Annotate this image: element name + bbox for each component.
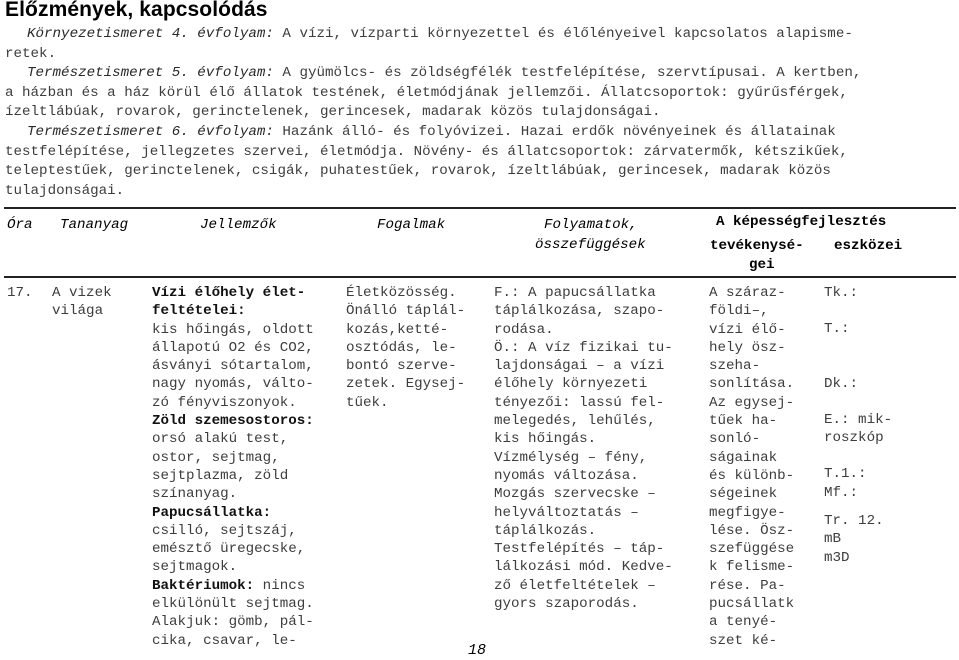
row-ora: 17. (7, 285, 33, 301)
jellemzok-line (152, 430, 314, 448)
eszkoz-mf: Mf.: (824, 484, 859, 501)
row-eszkozei (824, 284, 892, 567)
tevekenysegei-line: szefüggése (709, 541, 795, 558)
tevekenysegei-line: Az egysej- (709, 394, 795, 411)
tevekenysegei-line: vízi élő- (709, 321, 786, 338)
jellemzok-line (152, 595, 314, 613)
jellemzok-text: zó fényviszonyok. (152, 394, 297, 411)
grade6-text-cont-1: testfelépítése, jellegzetes szervei, életmódja. Növény- és állatcsoportok: zárvatermők, kétszikűek, (5, 143, 848, 160)
row-tevekenysegei (709, 284, 794, 650)
folyamatok-line: lálkozási mód. Kedve- (494, 559, 673, 576)
jellemzok-line (152, 558, 314, 576)
grade5-text-cont-1: a házban és a ház körül élő állatok testének, életmódjának jellemzői. Állatcsoportok: gyűrűsférgek, (5, 84, 848, 101)
jellemzok-text: állapotú O2 és CO2, (152, 339, 314, 356)
eszkoz-e-1: E.: mik- (824, 411, 893, 428)
tevekenysegei-line: lése. Ösz- (709, 522, 795, 539)
table-top-rule (4, 207, 956, 209)
folyamatok-line: nyomás változása. (494, 467, 639, 484)
folyamatok-line: helyváltoztatás – (494, 504, 639, 521)
header-tevekenysegei-1: tevékenysé- (710, 238, 804, 254)
page-title: Előzmények, kapcsolódás (5, 0, 268, 21)
tevekenysegei-line: földi–, (709, 303, 769, 320)
header-jellemzok: Jellemzők (200, 217, 277, 233)
jellemzok-bold: Papucsállatka: (152, 504, 272, 521)
tevekenysegei-line: megfigye- (709, 504, 786, 521)
eszkoz-e-2: roszkóp (824, 430, 884, 447)
row-folyamatok (494, 284, 673, 613)
jellemzok-text: kis hőingás, oldott (152, 321, 314, 338)
fogalmak-line: Életközösség. (346, 285, 457, 301)
header-folyamatok-2: összefüggések (535, 237, 646, 253)
fogalmak-line: zetek. Egysej- (346, 376, 466, 393)
eszkoz-m3d: m3D (824, 549, 850, 566)
tananyag-line-1: A vizek (52, 285, 112, 301)
jellemzok-line (152, 284, 314, 302)
jellemzok-text: orsó alakú test, (152, 431, 289, 448)
jellemzok-text: sejtplazma, zöld (152, 467, 289, 484)
jellemzok-text: nagy nyomás, válto- (152, 376, 314, 393)
jellemzok-line (152, 321, 314, 339)
eszkoz-mb: mB (824, 531, 842, 548)
eszkoz-tr: Tr. 12. (824, 513, 884, 530)
folyamatok-line: F.: A papucsállatka (494, 285, 656, 301)
tevekenysegei-line: szeha- (709, 358, 761, 375)
tevekenysegei-line: szet ké- (709, 632, 778, 649)
jellemzok-text: ostor, sejtmag, (152, 449, 280, 466)
grade4-text: A vízi, vízparti környezettel és élőlényeivel kapcsolatos alapisme- (273, 26, 853, 42)
row-jellemzok (152, 284, 314, 650)
folyamatok-line: tényezői: lassú fel- (494, 394, 665, 411)
header-kepessegfejlesztes: A képességfejlesztés (716, 214, 887, 230)
eszkoz-dk: Dk.: (824, 375, 859, 392)
grade6-text-cont-2: teleptestűek, gerinctelenek, csigák, puhatestűek, rovarok, ízeltlábúak, gerincesek, madarak közös (5, 163, 831, 180)
jellemzok-line (152, 394, 314, 412)
tevekenysegei-line: sonlítása. (709, 376, 795, 393)
jellemzok-line (152, 632, 314, 650)
tevekenysegei-line: ségeinek (709, 486, 778, 503)
jellemzok-line (152, 577, 314, 595)
grade6-text-cont-3: tulajdonságai. (5, 182, 125, 199)
jellemzok-line (152, 540, 314, 558)
jellemzok-text: ásványi sótartalom, (152, 358, 314, 375)
tevekenysegei-line: a tenyé- (709, 614, 778, 631)
intro-paragraph-1 (5, 25, 953, 64)
fogalmak-line: kozás,ketté- (346, 321, 449, 338)
jellemzok-text: Alakjuk: gömb, pál- (152, 614, 314, 631)
jellemzok-line (152, 357, 314, 375)
tevekenysegei-line: pucsállatk (709, 596, 795, 613)
grade6-text: Hazánk álló- és folyóvizei. Hazai erdők növényeinek és állatainak (273, 123, 836, 140)
header-tevekenysegei-2: gei (749, 257, 775, 273)
intro-paragraph-3 (5, 123, 953, 201)
folyamatok-line: lajdonságai – a vízi (494, 358, 665, 375)
grade4-label: Környezetismeret 4. évfolyam: (27, 26, 274, 42)
jellemzok-bold: Vízi élőhely élet- (152, 285, 306, 301)
row-tananyag (52, 284, 112, 321)
intro-paragraph-2 (5, 64, 953, 123)
folyamatok-line: táplálkozása, szapo- (494, 303, 665, 320)
eszkoz-t11: T.1.: (824, 466, 867, 483)
jellemzok-bold: Baktériumok: (152, 577, 255, 594)
folyamatok-line: Mozgás szervecske – (494, 486, 656, 503)
lesson-table (4, 207, 956, 660)
header-eszkozei: eszközei (834, 238, 903, 254)
jellemzok-line (152, 375, 314, 393)
jellemzok-text: csilló, sejtszáj, (152, 522, 297, 539)
folyamatok-line: táplálkozás. (494, 522, 597, 539)
tananyag-line-2: világa (52, 303, 104, 320)
jellemzok-text: emésztő üregecske, (152, 541, 306, 558)
jellemzok-line (152, 467, 314, 485)
eszkoz-tk: Tk.: (824, 285, 859, 301)
tevekenysegei-line: ságainak (709, 449, 778, 466)
jellemzok-line (152, 485, 314, 503)
table-header-rule (4, 276, 956, 278)
fogalmak-line: osztódás, le- (346, 339, 457, 356)
grade6-label: Természetismeret 6. évfolyam: (27, 123, 274, 140)
tevekenysegei-line: k felisme- (709, 559, 795, 576)
jellemzok-line (152, 613, 314, 631)
folyamatok-line: Ö.: A víz fizikai tu- (494, 339, 673, 356)
folyamatok-line: kis hőingás. (494, 431, 597, 448)
page-number: 18 (468, 642, 487, 659)
jellemzok-text: sejtmagok. (152, 559, 238, 576)
jellemzok-line (152, 412, 314, 430)
folyamatok-line: gyors szaporodás. (494, 596, 639, 613)
jellemzok-line (152, 504, 314, 522)
folyamatok-line: Testfelépítés – táp- (494, 541, 665, 558)
header-folyamatok-1: Folyamatok, (544, 217, 638, 233)
jellemzok-line (152, 302, 314, 320)
folyamatok-line: melegedés, lehűlés, (494, 413, 656, 430)
jellemzok-text: cika, csavar, le- (152, 632, 297, 649)
jellemzok-text: színanyag. (152, 486, 238, 503)
grade5-label: Természetismeret 5. évfolyam: (27, 65, 274, 82)
jellemzok-line (152, 449, 314, 467)
jellemzok-line (152, 522, 314, 540)
tevekenysegei-line: rése. Pa- (709, 577, 786, 594)
jellemzok-text: elkülönült sejtmag. (152, 596, 314, 613)
folyamatok-line: ző életfeltételek – (494, 577, 656, 594)
fogalmak-line: Önálló táplál- (346, 303, 466, 320)
eszkoz-t: T.: (824, 321, 850, 338)
tevekenysegei-line: hely ösz- (709, 339, 786, 356)
row-fogalmak (346, 284, 465, 412)
jellemzok-line (152, 339, 314, 357)
grade5-text-cont-2: ízeltlábúak, rovarok, gerinctelenek, gerincesek, madarak közös tulajdonságai. (5, 104, 661, 121)
tevekenysegei-line: sonló- (709, 431, 761, 448)
folyamatok-line: élőhely környezeti (494, 376, 648, 393)
folyamatok-line: Vízmélység – fény, (494, 449, 648, 466)
folyamatok-line: rodása. (494, 321, 554, 338)
tevekenysegei-line: és különb- (709, 467, 795, 484)
jellemzok-text: nincs (254, 577, 306, 594)
grade5-text: A gyümölcs- és zöldségfélék testfelépítése, szervtípusai. A kertben, (273, 65, 862, 82)
header-fogalmak: Fogalmak (377, 217, 446, 233)
header-ora: Óra (7, 217, 33, 233)
tevekenysegei-line: A száraz- (709, 285, 786, 301)
jellemzok-bold: Zöld szemesostoros: (152, 413, 314, 430)
fogalmak-line: tűek. (346, 394, 389, 411)
header-tananyag: Tananyag (60, 217, 129, 233)
tevekenysegei-line: tűek ha- (709, 413, 778, 430)
grade4-text-cont: retek. (5, 45, 57, 62)
jellemzok-bold: feltételei: (152, 303, 246, 320)
fogalmak-line: bontó szerve- (346, 358, 457, 375)
intro-text (5, 25, 953, 201)
